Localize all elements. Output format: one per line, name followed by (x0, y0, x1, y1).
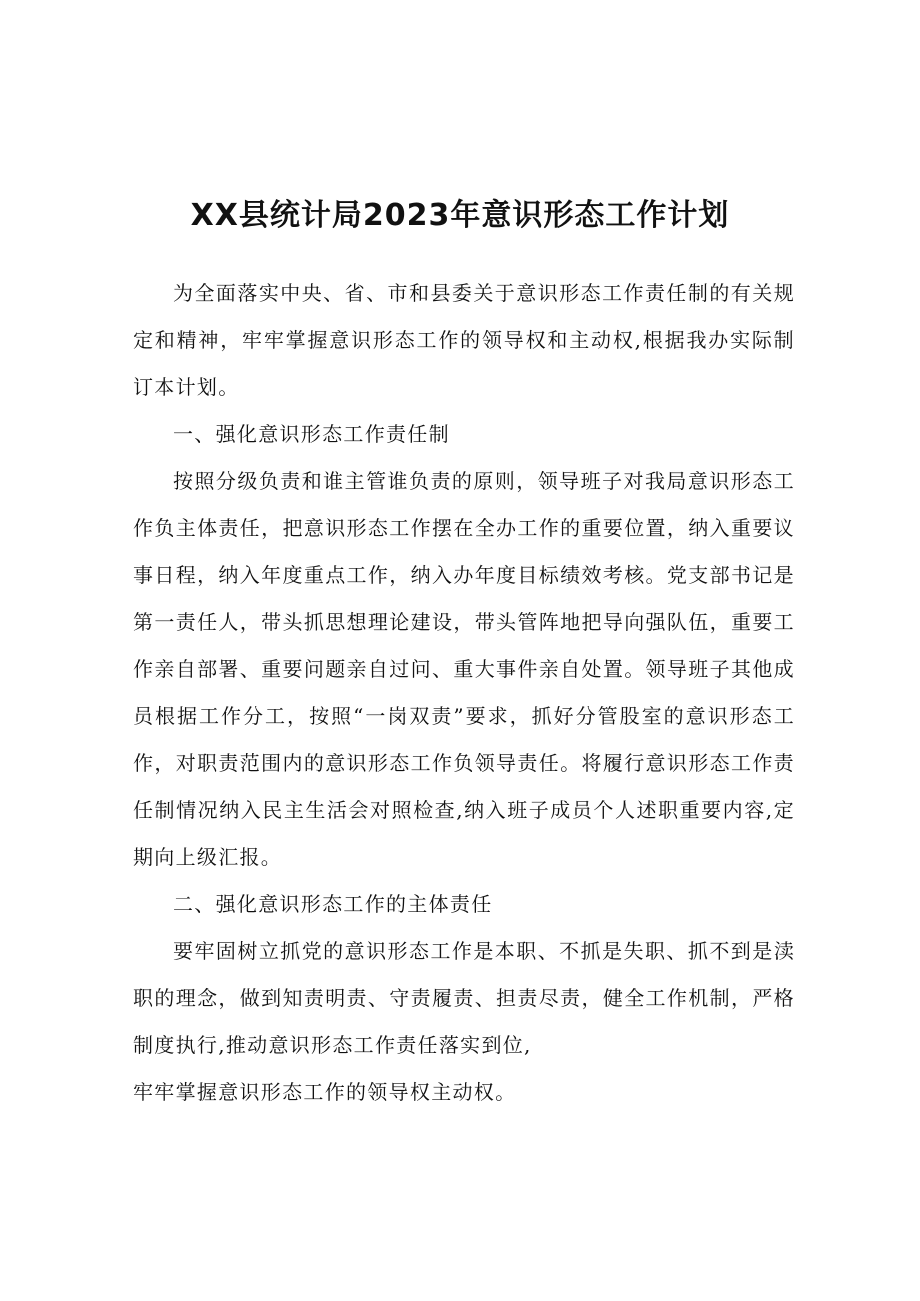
section-2-paragraph: 要牢固树立抓党的意识形态工作是本职、不抓是失职、抓不到是渎职的理念，做到知责明责、守责履责、担责尽责，健全工作机制，严格制度执行,推动意识形态工作责任落实到位, (133, 939, 795, 1057)
section-2-continuation: 牢牢掌握意识形态工作的领导权主动权。 (133, 1080, 517, 1104)
section-heading-1: 一、强化意识形态工作责任制 (173, 422, 450, 446)
document-body (133, 270, 795, 1116)
document-title: XX县统计局2023年意识形态工作计划 (190, 198, 730, 234)
section-1-paragraph: 按照分级负责和谁主管谁负责的原则，领导班子对我局意识形态工作负主体责任，把意识形态工作摆在全办工作的重要位置，纳入重要议事日程，纳入年度重点工作，纳入办年度目标绩效考核。党支部书记是第一责任人，带头抓思想理论建设，带头管阵地把导向强队伍，重要工作亲自部署、重要问题亲自过问、重大事件亲自处置。领导班子其他成员根据工作分工，按照“一岗双责”要求，抓好分管股室的意识形态工作，对职责范围内的意识形态工作负领导责任。将履行意识形态工作责任制情况纳入民主生活会对照检查,纳入班子成员个人述职重要内容,定期向上级汇报。 (133, 469, 795, 869)
section-heading-2: 二、强化意识形态工作的主体责任 (173, 892, 493, 916)
intro-paragraph: 为全面落实中央、省、市和县委关于意识形态工作责任制的有关规定和精神，牢牢掌握意识形态工作的领导权和主动权,根据我办实际制订本计划。 (133, 281, 795, 399)
